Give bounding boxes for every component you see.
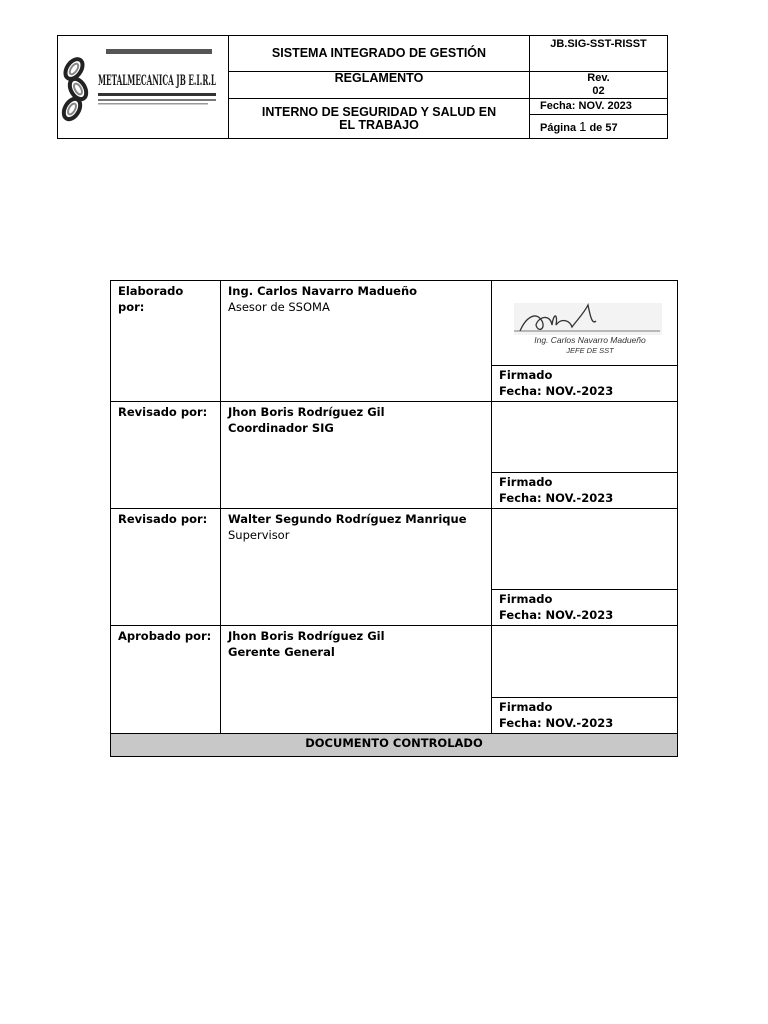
aprobado-person xyxy=(221,626,492,734)
handwritten-signature xyxy=(492,281,678,361)
signature-empty-cell xyxy=(492,509,678,590)
person-role: Asesor de SSOMA xyxy=(228,300,330,314)
person-role: Coordinador SIG xyxy=(228,421,334,435)
documento-controlado-banner: DOCUMENTO CONTROLADO xyxy=(111,734,678,757)
revisado-label: Revisado por: xyxy=(111,402,221,509)
firmado-label: Firmado xyxy=(499,592,553,606)
firmado-label: Firmado xyxy=(499,475,553,489)
firmado-cell xyxy=(492,590,678,626)
company-logo xyxy=(58,37,228,137)
revision xyxy=(530,72,668,99)
fecha: Fecha: NOV. 2023 xyxy=(530,99,667,115)
fecha-pagina xyxy=(530,99,668,139)
firmado-label: Firmado xyxy=(499,700,553,714)
elaborado-label: Elaborado por: xyxy=(111,281,221,402)
signature-caption-title: JEFE DE SST xyxy=(566,346,614,355)
signature-empty-cell xyxy=(492,402,678,473)
person-name: Jhon Boris Rodríguez Gil xyxy=(228,405,385,419)
signature-empty-cell xyxy=(492,626,678,698)
document-subtitle: INTERNO DE SEGURIDAD Y SALUD EN EL TRABAJO xyxy=(229,99,530,139)
firmado-label: Firmado xyxy=(499,368,553,382)
firmado-fecha: Fecha: NOV.-2023 xyxy=(499,716,614,730)
signature-caption-name: Ing. Carlos Navarro Madueño xyxy=(534,335,646,345)
elaborado-person xyxy=(221,281,492,402)
firmado-cell xyxy=(492,698,678,734)
document-code: JB.SIG-SST-RISST xyxy=(530,36,668,72)
person-role: Gerente General xyxy=(228,645,335,659)
person-name: Ing. Carlos Navarro Madueño xyxy=(228,284,418,298)
person-name: Walter Segundo Rodríguez Manrique xyxy=(228,512,467,526)
pagina: Página 1 de 57 xyxy=(540,119,618,134)
person-role: Supervisor xyxy=(228,528,290,542)
signature-table xyxy=(110,280,678,757)
logo-text: METALMECANICA JB E.I.R.L xyxy=(98,73,217,89)
document-type: REGLAMENTO xyxy=(229,72,530,99)
company-logo-icon xyxy=(58,37,228,137)
revision-value: 02 xyxy=(592,85,605,97)
firmado-cell xyxy=(492,366,678,402)
aprobado-label: Aprobado por: xyxy=(111,626,221,734)
firmado-fecha: Fecha: NOV.-2023 xyxy=(499,384,614,398)
document-header xyxy=(57,35,668,139)
system-title: SISTEMA INTEGRADO DE GESTIÓN xyxy=(229,36,530,72)
firmado-fecha: Fecha: NOV.-2023 xyxy=(499,608,614,622)
revision-label: Rev. xyxy=(587,72,610,84)
firmado-fecha: Fecha: NOV.-2023 xyxy=(499,491,614,505)
firmado-cell xyxy=(492,473,678,509)
company-logo-cell xyxy=(58,36,229,139)
revisado-person xyxy=(221,402,492,509)
revisado-person xyxy=(221,509,492,626)
signature-image-cell xyxy=(492,281,678,366)
person-name: Jhon Boris Rodríguez Gil xyxy=(228,629,385,643)
revisado-label: Revisado por: xyxy=(111,509,221,626)
